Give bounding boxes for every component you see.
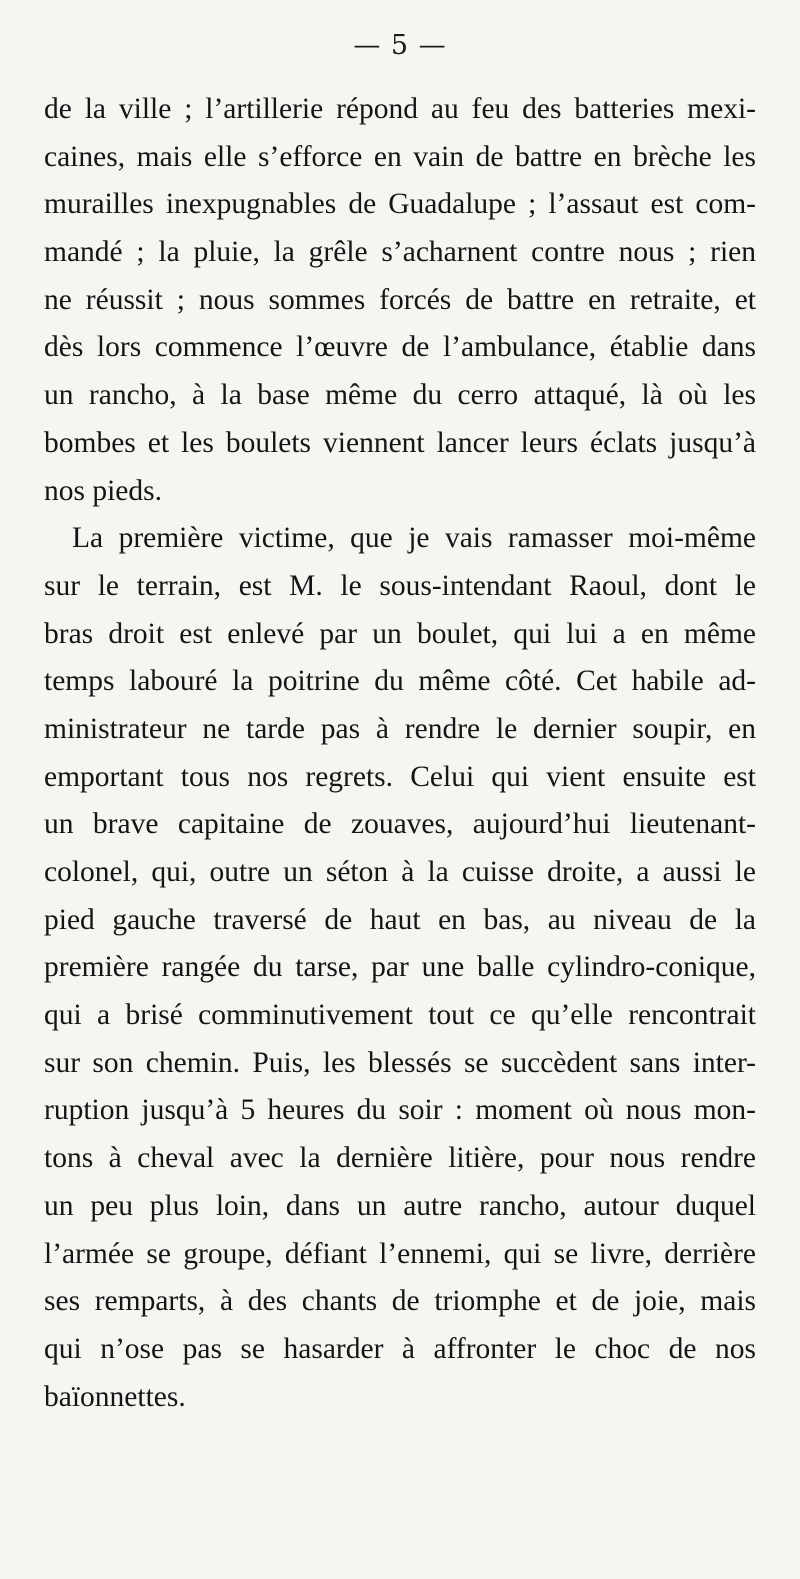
text-line: qui n’ose pas se hasarder à affronter le choc de nos — [44, 1332, 756, 1365]
paragraph-1 — [44, 86, 756, 515]
text-line: première rangée du tarse, par une balle cylindro-conique, — [44, 951, 756, 984]
text-line: caines, mais elle s’efforce en vain de battre en brèche les — [44, 140, 756, 173]
text-line: l’armée se groupe, défiant l’ennemi, qui se livre, derrière — [44, 1237, 756, 1270]
text-line: mandé ; la pluie, la grêle s’acharnent contre nous ; rien — [44, 236, 756, 269]
page-number: — 5 — — [353, 30, 447, 61]
text-line: tons à cheval avec la dernière litière, pour nous rendre — [44, 1142, 756, 1175]
text-line: emportant tous nos regrets. Celui qui vient ensuite est — [44, 760, 756, 793]
text-line: sur le terrain, est M. le sous-intendant Raoul, dont le — [44, 569, 756, 602]
text-line: murailles inexpugnables de Guadalupe ; l’assaut est com- — [44, 188, 756, 221]
text-line: ruption jusqu’à 5 heures du soir : moment où nous mon- — [44, 1094, 756, 1127]
body-text — [44, 86, 756, 1421]
text-line: ses remparts, à des chants de triomphe et de joie, mais — [44, 1285, 756, 1318]
text-line: bombes et les boulets viennent lancer leurs éclats jusqu’à — [44, 426, 756, 459]
text-line: qui a brisé comminutivement tout ce qu’elle rencontrait — [44, 999, 756, 1032]
text-line: ne réussit ; nous sommes forcés de battre en retraite, et — [44, 283, 756, 316]
text-line: pied gauche traversé de haut en bas, au niveau de la — [44, 903, 756, 936]
text-line: un brave capitaine de zouaves, aujourd’hui lieutenant- — [44, 808, 756, 841]
text-line: un peu plus loin, dans un autre rancho, autour duquel — [44, 1189, 756, 1222]
text-line: dès lors commence l’œuvre de l’ambulance, établie dans — [44, 331, 756, 364]
text-line: colonel, qui, outre un séton à la cuisse droite, a aussi le — [44, 856, 756, 888]
paragraph-2 — [44, 515, 756, 1421]
text-line: La première victime, que je vais ramasser moi-même — [72, 522, 756, 555]
text-line: baïonnettes. — [44, 1380, 186, 1413]
text-line: un rancho, à la base même du cerro attaqué, là où les — [44, 379, 756, 412]
text-line: sur son chemin. Puis, les blessés se succèdent sans inter- — [44, 1046, 756, 1079]
text-line: ministrateur ne tarde pas à rendre le dernier soupir, en — [44, 712, 756, 745]
text-line: bras droit est enlevé par un boulet, qui lui a en même — [44, 617, 756, 650]
text-line: nos pieds. — [44, 474, 162, 507]
text-line: de la ville ; l’artillerie répond au feu des batteries mexi- — [44, 93, 756, 125]
text-line: temps labouré la poitrine du même côté. Cet habile ad- — [44, 665, 756, 698]
